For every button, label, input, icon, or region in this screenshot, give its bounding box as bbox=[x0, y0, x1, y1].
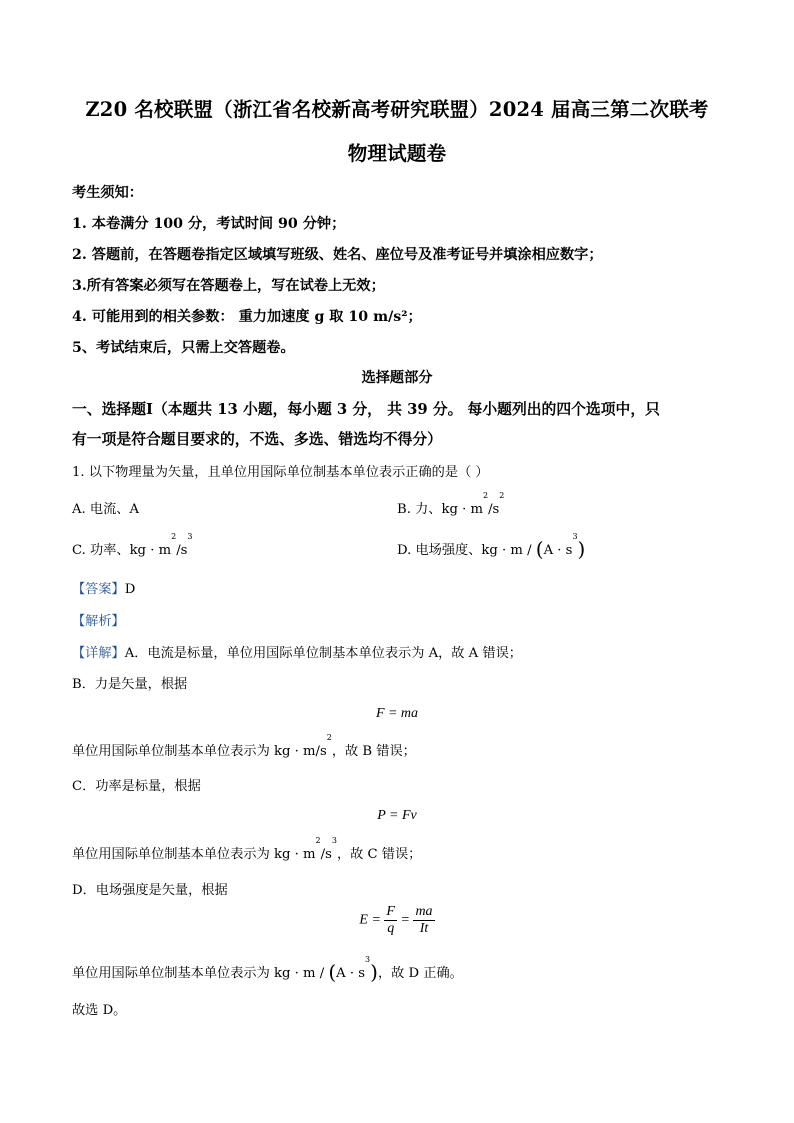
notice-item: 2. 答题前，在答题卷指定区域填写班级、姓名、座位号及准考证号并填涂相应数字； bbox=[72, 247, 603, 263]
exam-subtitle: 物理试题卷 bbox=[347, 142, 447, 165]
equation-f-ma: F = ma bbox=[375, 706, 419, 721]
question-stem: 1. 以下物理量为矢量，且单位用国际单位制基本单位表示正确的是（ ） bbox=[72, 465, 489, 480]
detail-c-unit: 单位用国际单位制基本单位表示为 kg · $m^2/s^3$，故 C 错误； bbox=[72, 836, 422, 862]
answer-tag: 【答案】 bbox=[72, 582, 125, 597]
detail-b-line: B．力是矢量，根据 bbox=[72, 677, 188, 692]
detail-tag: 【详解】 bbox=[72, 646, 125, 661]
detail-d-line: D．电场强度是矢量，根据 bbox=[72, 883, 228, 898]
option-a: A. 电流、A bbox=[72, 502, 139, 517]
detail-b-unit: 单位用国际单位制基本单位表示为 kg · $m/s^2$，故 B 错误； bbox=[72, 733, 416, 759]
notice-item: 1. 本卷满分 100 分，考试时间 90 分钟； bbox=[72, 216, 346, 232]
fraction-ma-over-it: $\frac{ma}{It}$ bbox=[415, 904, 433, 936]
section-title: 选择题部分 bbox=[361, 370, 433, 386]
analysis-tag: 【解析】 bbox=[72, 614, 125, 629]
notice-item: 3.所有答案必须写在答题卷上，写在试卷上无效； bbox=[72, 278, 385, 294]
fraction-f-over-q: $\frac{F}{q}$ bbox=[386, 904, 395, 936]
option-d: D. 电场强度、kg · $m / (A \cdot s^3)$ bbox=[397, 532, 586, 561]
exam-title: Z20 名校联盟（浙江省名校新高考研究联盟）2024 届高三第二次联考 bbox=[85, 98, 709, 121]
option-c: C. 功率、kg · $m^2/s^3$ bbox=[72, 532, 193, 558]
option-b: B. 力、kg · $m^2/s^2$ bbox=[397, 491, 505, 517]
conclusion: 故选 D。 bbox=[72, 1003, 127, 1018]
equation-p-fv: P = Fv bbox=[377, 808, 417, 823]
section-heading-line1: 一、选择题Ⅰ（本题共 13 小题，每小题 3 分， 共 39 分。 每小题列出的四个选项中，只 bbox=[72, 401, 660, 418]
detail-c-line: C．功率是标量，根据 bbox=[72, 779, 201, 794]
equation-e-field: E = $\frac{F}{q}$ = $\frac{ma}{It}$ bbox=[359, 904, 433, 936]
answer-value: D bbox=[124, 582, 136, 597]
answer-line bbox=[72, 578, 135, 597]
detail-a: 【详解】A．电流是标量，单位用国际单位制基本单位表示为 A，故 A 错误； bbox=[72, 646, 522, 661]
section-heading-line2: 有一项是符合题目要求的，不选、多选、错选均不得分） bbox=[72, 431, 442, 448]
notice-item: 5、考试结束后，只需上交答题卷。 bbox=[72, 340, 295, 356]
notice-heading: 考生须知： bbox=[72, 185, 143, 201]
detail-d-unit: 单位用国际单位制基本单位表示为 kg · $m / (A \cdot s^3)$，故 D 正确。 bbox=[72, 955, 463, 984]
notice-item: 4. 可能用到的相关参数： 重力加速度 g 取 10 m/s²； bbox=[72, 309, 422, 325]
